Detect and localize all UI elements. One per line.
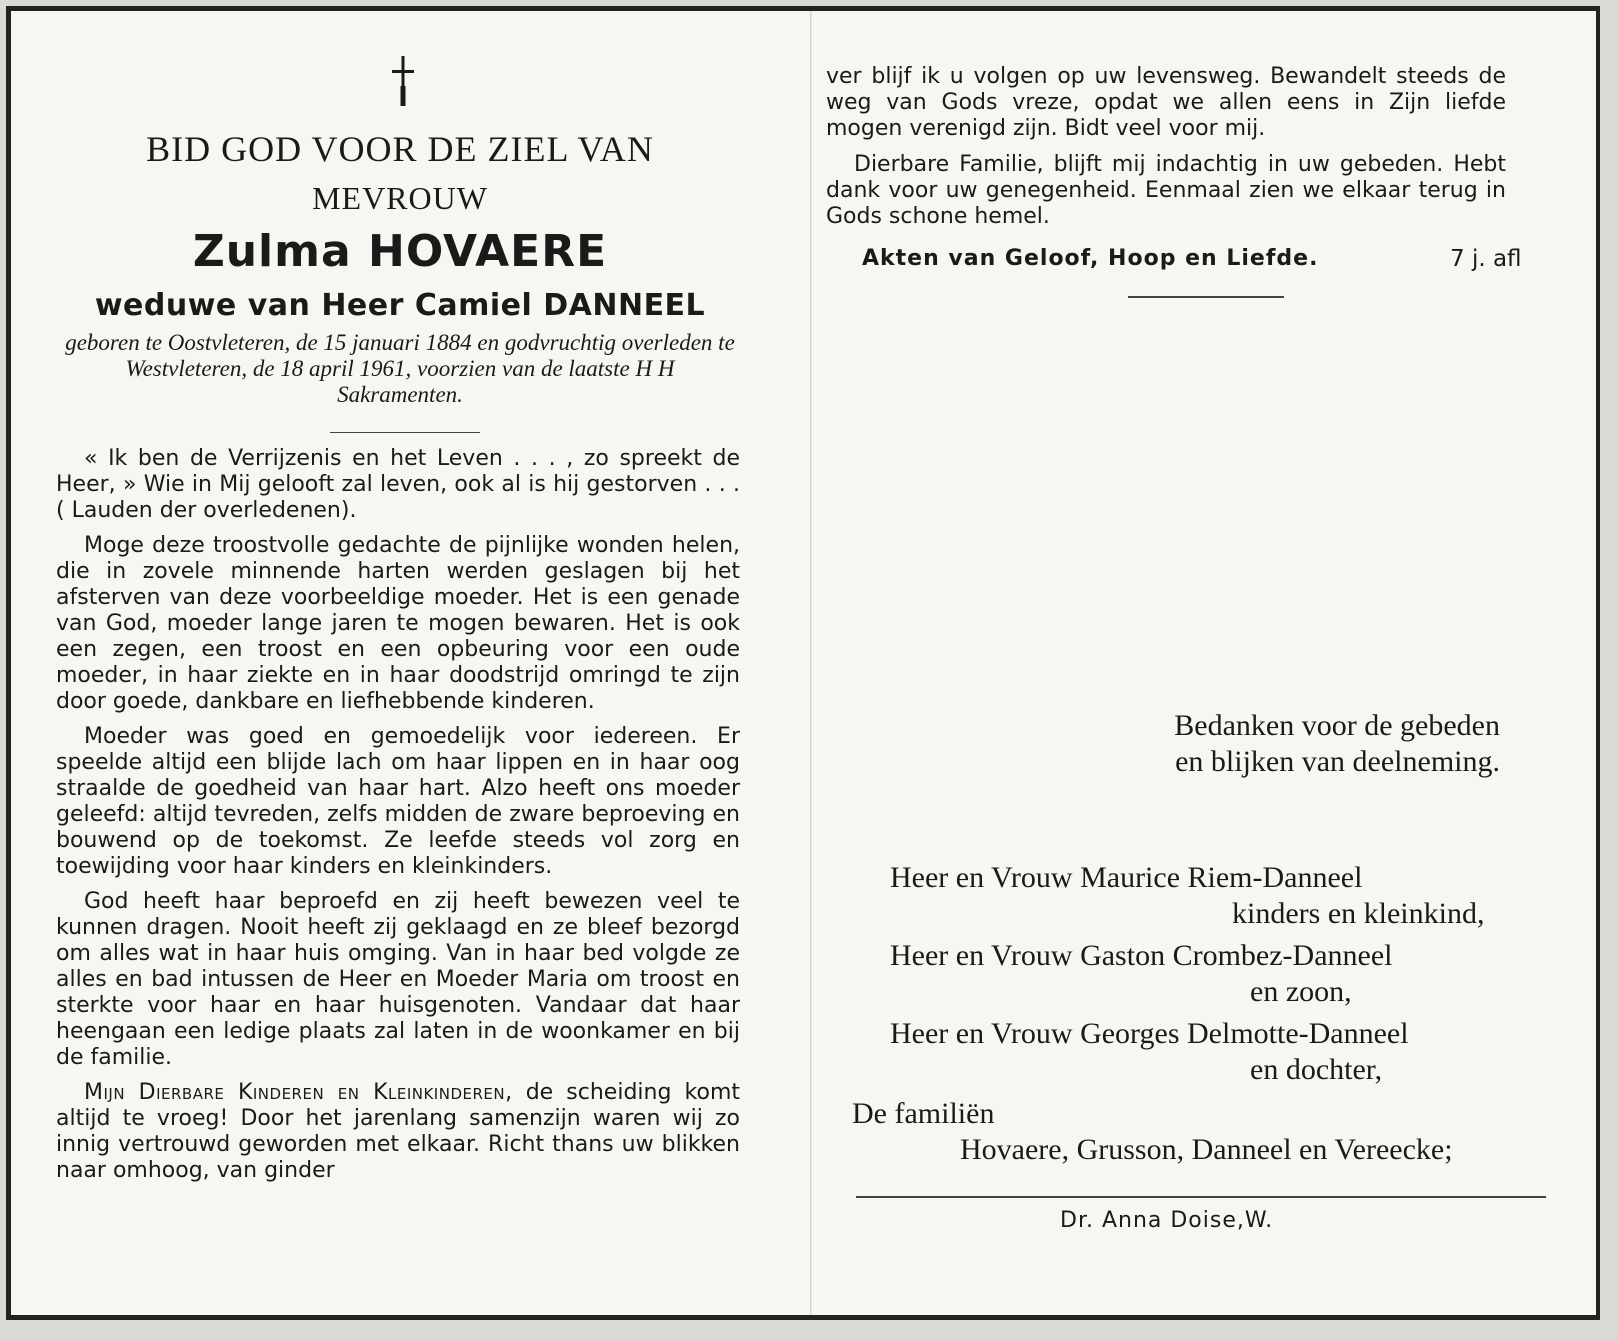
- widow-of: weduwe van Heer Camiel DANNEEL: [94, 288, 706, 323]
- acts-of-faith: Akten van Geloof, Hoop en Liefde.: [862, 246, 1319, 271]
- indulgence: 7 j. afl: [1450, 246, 1522, 272]
- left-body: [56, 446, 740, 1193]
- family-name: Heer en Vrouw Maurice Riem-Danneel: [890, 861, 1363, 894]
- divider: [856, 1196, 1546, 1198]
- family-relation: en zoon,: [1250, 975, 1352, 1008]
- thanks-line: Bedanken voor de gebeden: [1174, 709, 1500, 742]
- family-name: Heer en Vrouw Gaston Crombez-Danneel: [890, 939, 1393, 972]
- paragraph: « Ik ben de Verrijzenis en het Leven . . . , zo spreekt de Heer, » Wie in Mij gelooft zal leven, ook al is hij gestorven . . . ( Lauden der overledenen).: [56, 446, 740, 523]
- thanks-line: en blijken van deelneming.: [1175, 745, 1500, 778]
- heading-pray: BID GOD VOOR DE ZIEL VAN: [146, 129, 654, 169]
- birth-death-info: geboren te Oostvleteren, de 15 januari 1884 en godvruchtig overleden te Westvleteren, de 18 april 1961, voorzien van de laatste H H Sakramenten.: [65, 330, 735, 407]
- families-names: Hovaere, Grusson, Danneel en Vereecke;: [960, 1133, 1453, 1166]
- paragraph-rest: de scheiding komt altijd te vroeg! Door het jarenlang samenzijn waren wij zo innig vertrouwd geworden met elkaar. Richt thans uw blikken naar omhoog, van ginder: [56, 1080, 741, 1183]
- paragraph: Moeder was goed en gemoedelijk voor iedereen. Er speelde altijd een blijde lach om haar lippen en in haar oog straalde de goedheid van haar hart. Alzo heeft ons moeder geleefd: altijd tevreden, zelfs midden de zware beproeving en bouwend op de toekomst. Ze leefde steeds vol zorg en toewijding voor haar kinders en kleinkinders.: [56, 724, 740, 879]
- paragraph: Dierbare Familie, blijft mij indachtig in uw gebeden. Hebt dank voor uw genegenheid. Eenmaal zien we elkaar terug in Gods schone hemel.: [826, 152, 1506, 229]
- family-relation: kinders en kleinkind,: [1232, 897, 1485, 930]
- families-label: De familiën: [852, 1097, 995, 1130]
- paragraph: [56, 1080, 740, 1184]
- divider: [330, 432, 480, 433]
- family-name: Heer en Vrouw Georges Delmotte-Danneel: [890, 1017, 1409, 1050]
- heading-title: MEVROUW: [312, 180, 488, 216]
- children-address: Mijn Dierbare Kinderen en Kleinkinderen,: [84, 1080, 513, 1105]
- paragraph: God heeft haar beproefd en zij heeft bewezen veel te kunnen dragen. Nooit heeft zij geklaagd en ze bleef bezorgd om alles wat in haar huis omging. Van in haar bed volgde ze alles en bad intussen de Heer en Moeder Maria om troost en sterkte voor haar en haar huisgenoten. Vandaar dat haar heengaan een ledige plaats zal laten in de woonkamer en bij de familie.: [56, 889, 740, 1070]
- family-relation: en dochter,: [1250, 1053, 1383, 1086]
- deceased-name: Zulma HOVAERE: [192, 226, 608, 277]
- cross-icon: [388, 56, 418, 106]
- thanks-block: [1100, 708, 1500, 780]
- paragraph: Moge deze troostvolle gedachte de pijnlijke wonden helen, die in zovele minnende harten werden geslagen bij het afsterven van deze voorbeeldige moeder. Het is een genade van God, moeder lange jaren te mogen bewaren. Het is ook een zegen, een troost en een opbeuring voor een oude moeder, in haar ziekte en in haar doodstrijd omringd te zijn door goede, dankbare en liefhebbende kinderen.: [56, 533, 740, 714]
- paragraph: ver blijf ik u volgen op uw levensweg. Bewandelt steeds de weg van Gods vreze, opdat we allen eens in Zijn liefde mogen verenigd zijn. Bidt veel voor mij.: [826, 64, 1506, 141]
- right-body: [826, 64, 1506, 240]
- divider: [1128, 296, 1284, 298]
- printer-credit: Dr. Anna Doise,W.: [1060, 1208, 1274, 1233]
